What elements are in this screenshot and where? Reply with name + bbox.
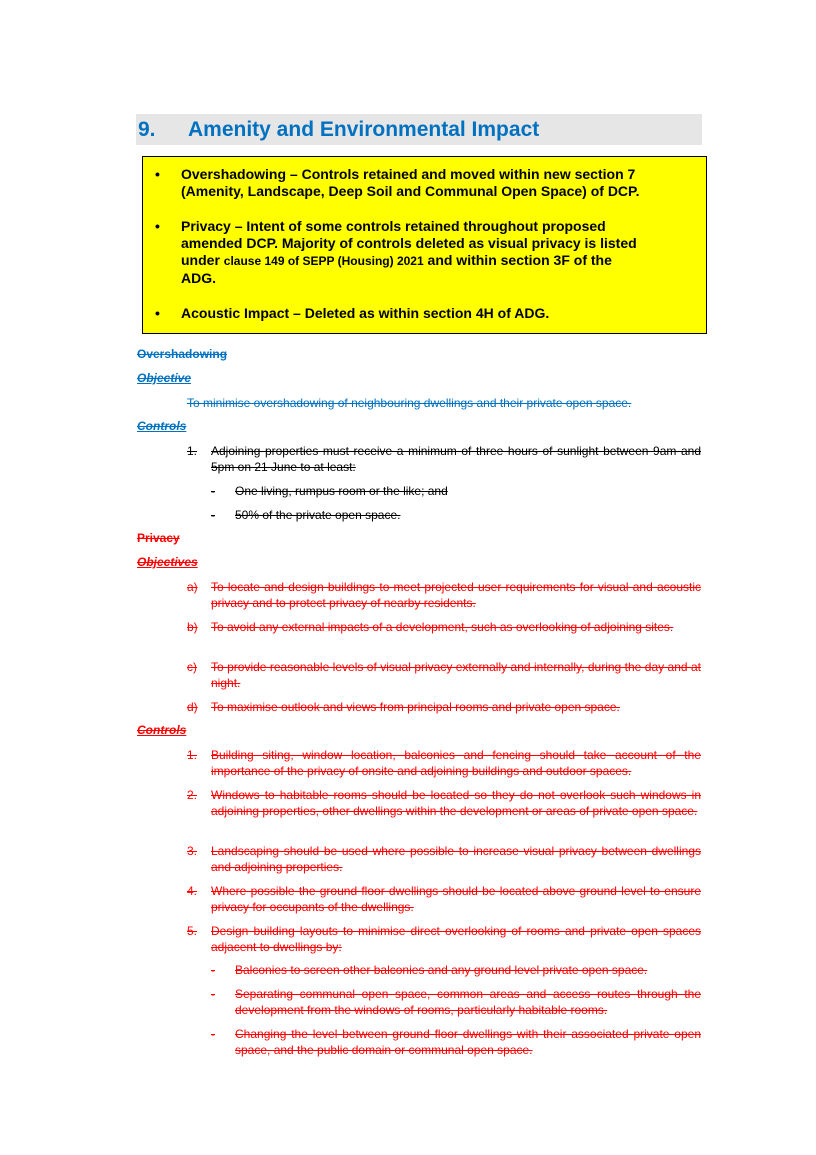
sub-item-marker: - xyxy=(211,963,215,977)
privacy-control: Design building layouts to minimise direct overlooking of rooms and private open spaces adjacent to dwellings by: xyxy=(211,924,701,954)
privacy-sub-item: Separating communal open space, common areas and access routes through the development from the windows of rooms, particularly habitable rooms. xyxy=(235,987,701,1017)
privacy-control: Where possible the ground floor dwellings should be located above ground level to ensure privacy for occupants of the dwellings. xyxy=(211,884,701,914)
section-title: Amenity and Environmental Impact xyxy=(188,118,540,141)
control-marker: 4. xyxy=(187,884,198,898)
privacy-sub-item: Changing the level between ground floor dwellings with their associated private open space, and the public domain or communal open space. xyxy=(235,1027,701,1057)
privacy-objective: To provide reasonable levels of visual privacy externally and internally, during the day and at night. xyxy=(211,660,701,690)
summary-box xyxy=(142,156,707,334)
control-marker: 2. xyxy=(187,788,198,802)
overshadowing-objective-label: Objective xyxy=(137,371,192,385)
summary-line: amended DCP. Majority of controls deleted as visual privacy is listed xyxy=(181,235,637,251)
section-number: 9. xyxy=(138,118,156,141)
objective-marker: d) xyxy=(187,700,198,714)
privacy-objectives-label: Objectives xyxy=(137,555,198,569)
summary-text: and within section 3F of the xyxy=(423,252,612,268)
objective-marker: a) xyxy=(187,580,198,594)
summary-line: Privacy – Intent of some controls retained throughout proposed xyxy=(181,218,606,234)
overshadowing-sub-item: 50% of the private open space. xyxy=(235,508,401,522)
summary-text: under xyxy=(181,252,224,268)
overshadowing-objective-text: To minimise overshadowing of neighbouring dwellings and their private open space. xyxy=(187,396,632,410)
bullet-icon: • xyxy=(155,166,160,182)
objective-marker: b) xyxy=(187,620,198,634)
privacy-controls-label: Controls xyxy=(137,723,187,737)
privacy-control: Windows to habitable rooms should be located so they do not overlook such windows in adjoining properties, other dwellings within the development or areas of private open space. xyxy=(211,788,701,818)
summary-line: (Amenity, Landscape, Deep Soil and Communal Open Space) of DCP. xyxy=(181,183,640,199)
privacy-control: Building siting, window location, balconies and fencing should take account of the importance of the privacy of onsite and adjoining buildings and outdoor spaces. xyxy=(211,748,701,778)
overshadowing-sub-item: One living, rumpus room or the like; and xyxy=(235,484,448,498)
overshadowing-control-text: Adjoining properties must receive a minimum of three hours of sunlight between 9am and 5pm on 21 June to at least: xyxy=(211,444,701,474)
overshadowing-title: Overshadowing xyxy=(137,347,228,361)
summary-clause-reference: clause 149 of SEPP (Housing) 2021 xyxy=(223,254,424,268)
privacy-objective: To locate and design buildings to meet projected user requirements for visual and acoustic privacy and to protect privacy of nearby residents. xyxy=(211,580,701,610)
privacy-objective: To maximise outlook and views from principal rooms and private open space. xyxy=(211,700,620,714)
control-marker: 3. xyxy=(187,844,198,858)
control-marker: 1. xyxy=(187,748,198,762)
summary-line: ADG. xyxy=(181,270,216,286)
summary-line: Acoustic Impact – Deleted as within section 4H of ADG. xyxy=(181,305,550,321)
sub-item-marker: - xyxy=(211,484,215,498)
sub-item-marker: - xyxy=(211,987,215,1001)
summary-line: Overshadowing – Controls retained and moved within new section 7 xyxy=(181,166,636,182)
sub-item-marker: - xyxy=(211,1027,215,1041)
privacy-title: Privacy xyxy=(137,531,180,545)
overshadowing-controls-label: Controls xyxy=(137,419,187,433)
bullet-icon: • xyxy=(155,218,160,234)
privacy-sub-item: Balconies to screen other balconies and any ground level private open space. xyxy=(235,963,648,977)
privacy-objective: To avoid any external impacts of a development, such as overlooking of adjoining sites. xyxy=(211,620,674,634)
sub-item-marker: - xyxy=(211,508,215,522)
bullet-icon: • xyxy=(155,305,160,321)
objective-marker: c) xyxy=(187,660,197,674)
section-heading xyxy=(136,114,702,145)
control-marker: 5. xyxy=(187,924,198,938)
control-marker: 1. xyxy=(187,444,198,458)
privacy-control: Landscaping should be used where possible to increase visual privacy between dwellings and adjoining properties. xyxy=(211,844,701,874)
summary-line xyxy=(181,252,681,270)
